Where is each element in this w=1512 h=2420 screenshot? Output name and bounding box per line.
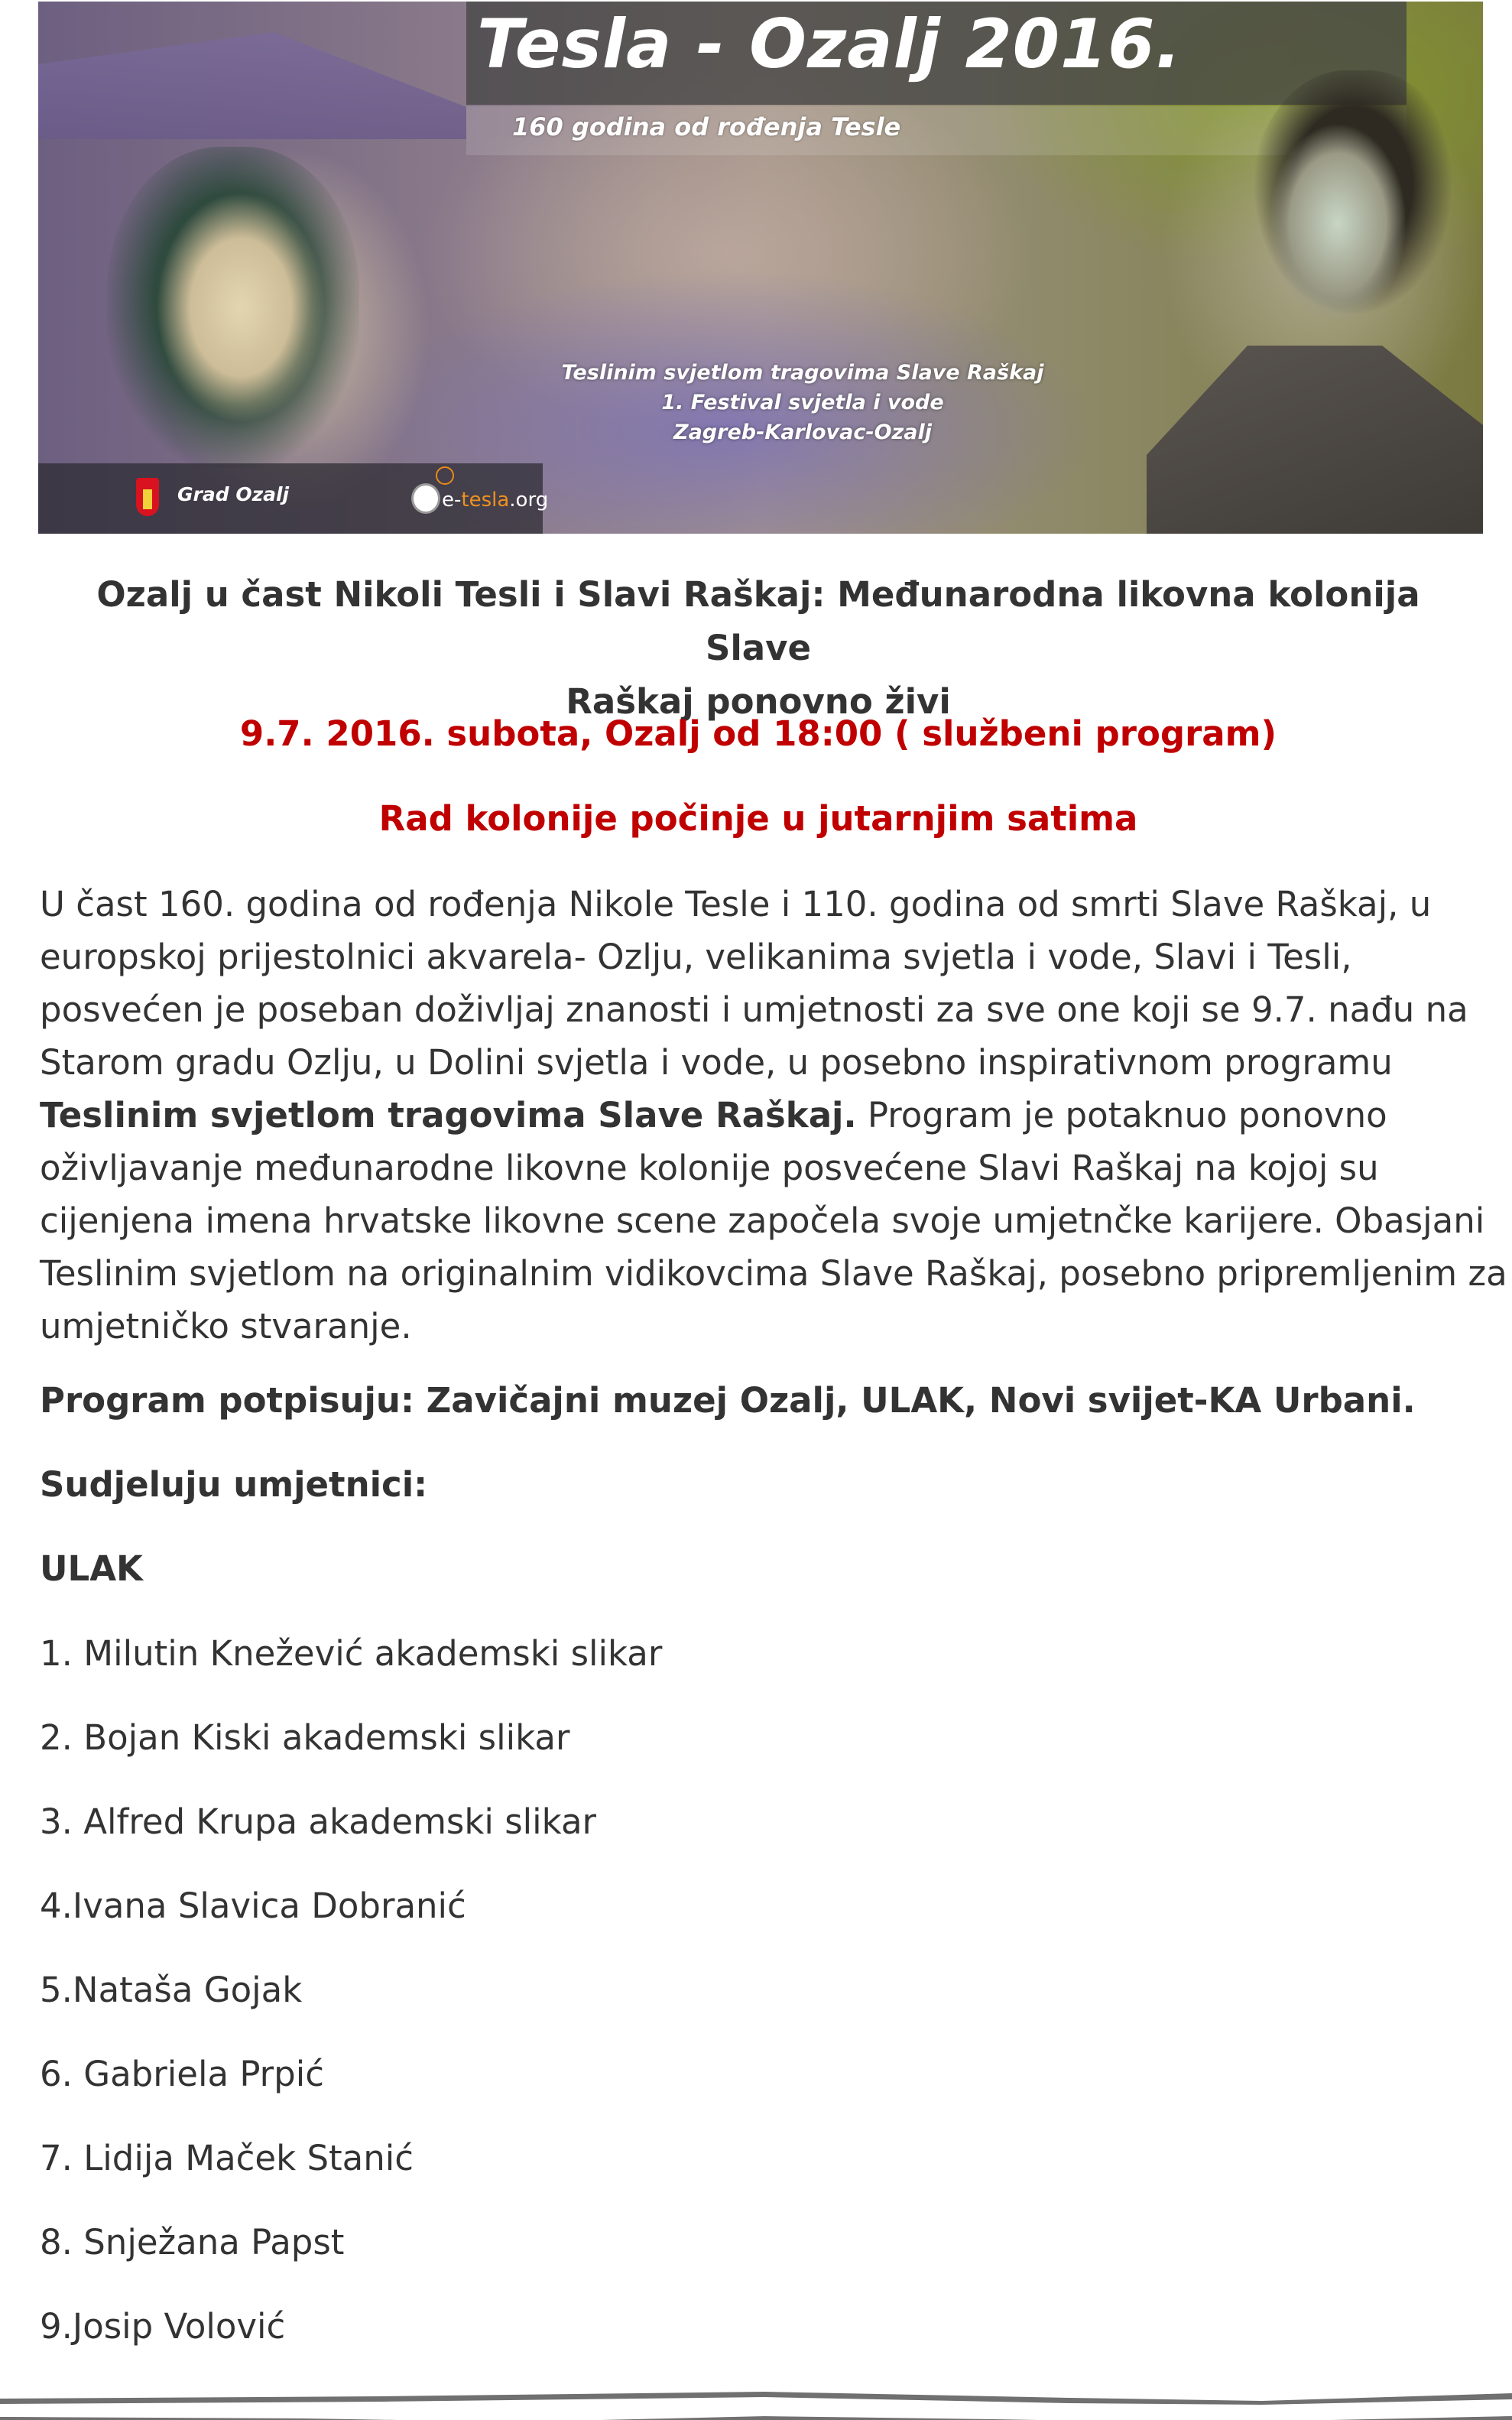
body-line: posvećen je poseban doživljaj znanosti i umjetnosti za sve one koji se 9.7. nađu na — [40, 989, 1468, 1030]
body-line: europskoj prijestolnici akvarela- Ozlju, velikanima svjetla i vode, Slavi i Tesli, — [40, 937, 1352, 977]
artist-item: 1. Milutin Knežević akademski slikar — [40, 1633, 663, 1674]
footer-wave-divider — [0, 2370, 1512, 2420]
sponsors-line: Program potpisuju: Zavičajni muzej Ozalj, ULAK, Novi svijet-KA Urbani. — [40, 1380, 1416, 1421]
festival-line: Zagreb-Karlovac-Ozalj — [673, 421, 932, 444]
event-start-note: Rad kolonije počinje u jutarnjim satima — [378, 798, 1138, 839]
grad-ozalj-logo-text: Grad Ozalj — [177, 483, 290, 505]
etesla-circle-icon — [411, 483, 440, 514]
etesla-logo-text — [442, 489, 548, 512]
artist-item: 9.Josip Volović — [40, 2306, 286, 2347]
body-line: oživljavanje međunarodne likovne kolonije posvećene Slavi Raškaj na kojoj su — [40, 1148, 1379, 1188]
artist-item: 8. Snježana Papst — [40, 2222, 345, 2262]
article-title — [40, 568, 1477, 729]
body-line: cijenjena imena hrvatske likovne scene započela svoje umjetnčke karijere. Obasjani — [40, 1200, 1485, 1241]
body-line: Teslinim svjetlom na originalnim vidikovcima Slave Raškaj, posebno pripremljenim za — [40, 1253, 1507, 1294]
body-line — [40, 1089, 1492, 1142]
banner-subtitle: 160 godina od rođenja Tesle — [512, 112, 901, 141]
banner-title: Tesla - Ozalj 2016. — [477, 5, 1182, 83]
artists-heading: Sudjeluju umjetnici: — [40, 1464, 428, 1505]
group-heading-ulak: ULAK — [40, 1548, 143, 1589]
artist-item: 5.Nataša Gojak — [40, 1970, 303, 2010]
festival-line: Teslinim svjetlom tragovima Slave Raškaj — [561, 361, 1044, 385]
festival-caption — [535, 358, 1070, 447]
title-line: Ozalj u čast Nikoli Tesli i Slavi Raškaj: Međunarodna likovna kolonija Slave — [96, 574, 1420, 668]
body-line: umjetničko stvaranje. — [40, 1306, 412, 1346]
title-line: Raškaj ponovno živi — [566, 681, 951, 722]
artist-item: 2. Bojan Kiski akademski slikar — [40, 1717, 570, 1758]
body-line: Starom gradu Ozlju, u Dolini svjetla i vode, u posebno inspirativnom programu — [40, 1042, 1393, 1083]
etesla-prefix: e- — [442, 489, 462, 512]
slava-raskaj-portrait — [107, 147, 359, 468]
etesla-ring-icon — [436, 466, 454, 485]
event-banner-image — [38, 2, 1483, 534]
body-line: U čast 160. godina od rođenja Nikole Tesle i 110. godina od smrti Slave Raškaj, u — [40, 884, 1432, 924]
etesla-suffix: .org — [509, 489, 549, 512]
artist-item: 4.Ivana Slavica Dobranić — [40, 1886, 466, 1926]
event-date: 9.7. 2016. subota, Ozalj od 18:00 ( službeni program) — [239, 713, 1277, 754]
etesla-accent: tesla — [461, 489, 510, 512]
castle-roof-painting — [38, 32, 466, 139]
artist-item: 7. Lidija Maček Stanić — [40, 2138, 414, 2178]
artist-item: 3. Alfred Krupa akademski slikar — [40, 1801, 597, 1842]
body-line-continuation: Program je potaknuo ponovno — [856, 1095, 1387, 1135]
nikola-tesla-portrait — [1246, 70, 1468, 391]
wave-thin — [0, 2392, 1512, 2405]
grad-ozalj-crest-icon — [136, 478, 159, 516]
body-paragraph — [40, 878, 1507, 1353]
program-name-bold: Teslinim svjetlom tragovima Slave Raškaj. — [40, 1095, 857, 1135]
festival-line: 1. Festival svjetla i vode — [661, 391, 944, 414]
artist-item: 6. Gabriela Prpić — [40, 2054, 324, 2094]
